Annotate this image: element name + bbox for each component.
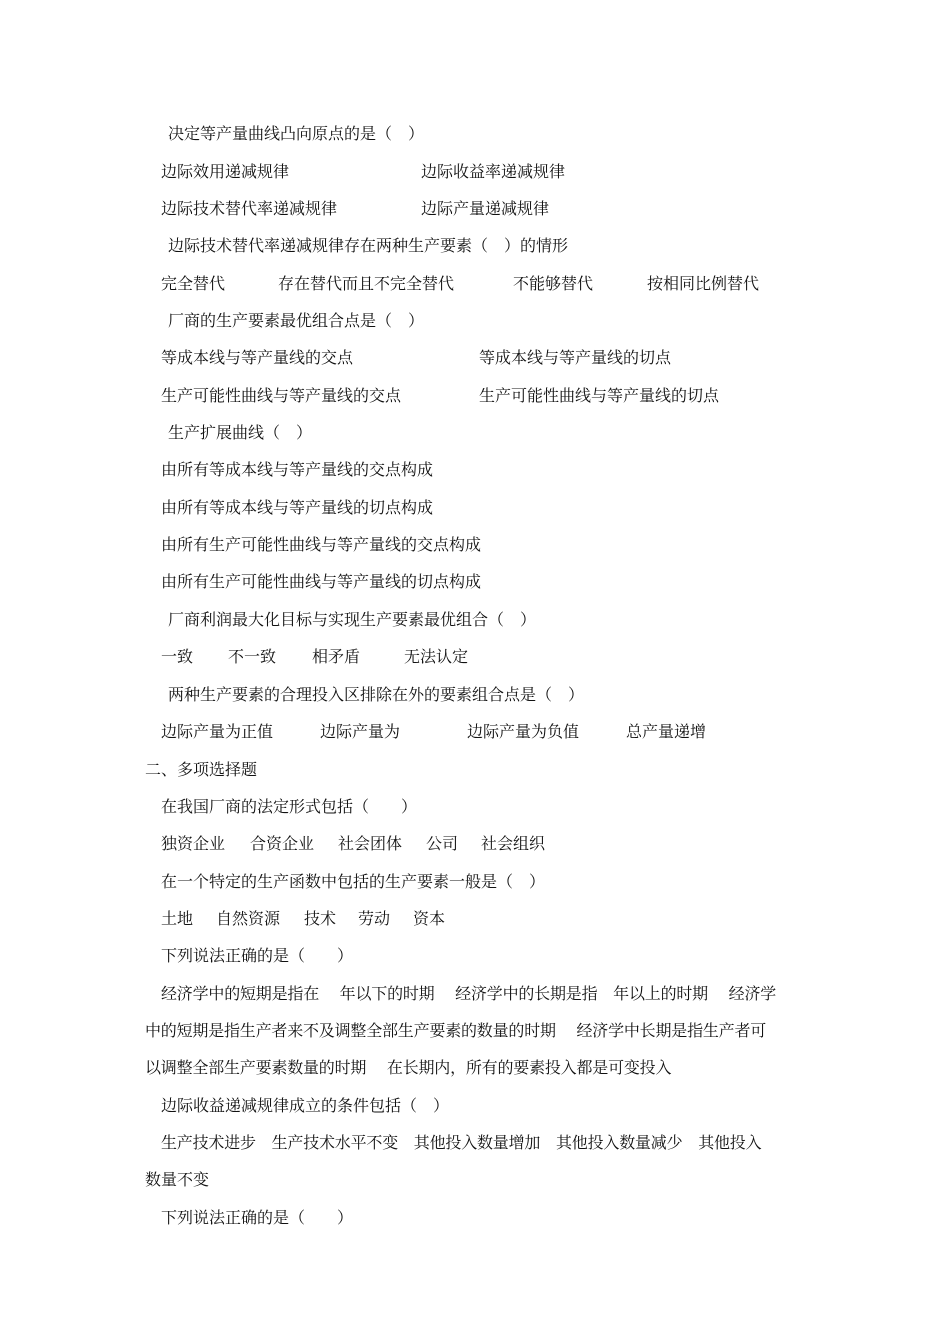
q2-option-3: 不能够替代: [513, 274, 594, 293]
m1-option-3: 社会团体: [338, 834, 403, 853]
q1-option-2: 边际收益率递减规律: [421, 162, 566, 181]
section-title: 二、多项选择题: [145, 760, 258, 779]
q5-option-1: 一致: [161, 647, 194, 666]
multi-question-3-stem: 下列说法正确的是（ ）: [161, 946, 354, 965]
q4-option-4: 由所有生产可能性曲线与等产量线的切点构成: [161, 572, 482, 591]
m1-option-2: 合资企业: [250, 834, 315, 853]
question-5-stem: 厂商利润最大化目标与实现生产要素最优组合（ ）: [168, 610, 537, 629]
q3-option-1: 等成本线与等产量线的交点: [161, 348, 354, 367]
q4-option-1: 由所有等成本线与等产量线的交点构成: [161, 460, 434, 479]
q6-option-3: 边际产量为负值: [467, 722, 580, 741]
multi-question-5-stem: 下列说法正确的是（ ）: [161, 1208, 354, 1227]
q3-option-4: 生产可能性曲线与等产量线的切点: [479, 386, 720, 405]
m1-option-4: 公司: [426, 834, 459, 853]
multi-question-1-stem: 在我国厂商的法定形式包括（ ）: [161, 797, 418, 816]
q5-option-2: 不一致: [228, 647, 277, 666]
m1-option-1: 独资企业: [161, 834, 226, 853]
m3-options-line-1: 经济学中的短期是指在 年以下的时期 经济学中的长期是指 年以上的时期 经济学: [161, 984, 777, 1003]
q1-option-4: 边际产量递减规律: [421, 199, 550, 218]
multi-question-2-stem: 在一个特定的生产函数中包括的生产要素一般是（ ）: [161, 872, 546, 891]
question-3-stem: 厂商的生产要素最优组合点是（ ）: [168, 311, 425, 330]
m2-option-3: 技术: [304, 909, 337, 928]
q4-option-3: 由所有生产可能性曲线与等产量线的交点构成: [161, 535, 482, 554]
m2-option-1: 土地: [161, 909, 194, 928]
q3-option-2: 等成本线与等产量线的切点: [479, 348, 672, 367]
m4-options-line-1: 生产技术进步 生产技术水平不变 其他投入数量增加 其他投入数量减少 其他投入: [161, 1133, 762, 1152]
q1-option-3: 边际技术替代率递减规律: [161, 199, 338, 218]
q1-option-1: 边际效用递减规律: [161, 162, 290, 181]
m2-option-2: 自然资源: [216, 909, 281, 928]
question-4-stem: 生产扩展曲线（ ）: [168, 423, 313, 442]
q6-option-1: 边际产量为正值: [161, 722, 274, 741]
q5-option-4: 无法认定: [404, 647, 469, 666]
question-1-stem: 决定等产量曲线凸向原点的是（ ）: [168, 124, 425, 143]
q4-option-2: 由所有等成本线与等产量线的切点构成: [161, 498, 434, 517]
q3-option-3: 生产可能性曲线与等产量线的交点: [161, 386, 402, 405]
m3-options-line-3: 以调整全部生产要素数量的时期 在长期内，所有的要素投入都是可变投入: [145, 1058, 672, 1077]
m4-options-line-2: 数量不变: [145, 1170, 210, 1189]
q2-option-4: 按相同比例替代: [647, 274, 760, 293]
q6-option-2: 边际产量为: [320, 722, 401, 741]
m2-option-4: 劳动: [358, 909, 391, 928]
m1-option-5: 社会组织: [481, 834, 546, 853]
q2-option-2: 存在替代而且不完全替代: [278, 274, 455, 293]
multi-question-4-stem: 边际收益递减规律成立的条件包括（ ）: [161, 1096, 450, 1115]
q5-option-3: 相矛盾: [312, 647, 361, 666]
m2-option-5: 资本: [413, 909, 446, 928]
question-6-stem: 两种生产要素的合理投入区排除在外的要素组合点是（ ）: [168, 685, 585, 704]
m3-options-line-2: 中的短期是指生产者来不及调整全部生产要素的数量的时期 经济学中长期是指生产者可: [145, 1021, 767, 1040]
q6-option-4: 总产量递增: [626, 722, 707, 741]
q2-option-1: 完全替代: [161, 274, 226, 293]
question-2-stem: 边际技术替代率递减规律存在两种生产要素（ ）的情形: [168, 236, 569, 255]
